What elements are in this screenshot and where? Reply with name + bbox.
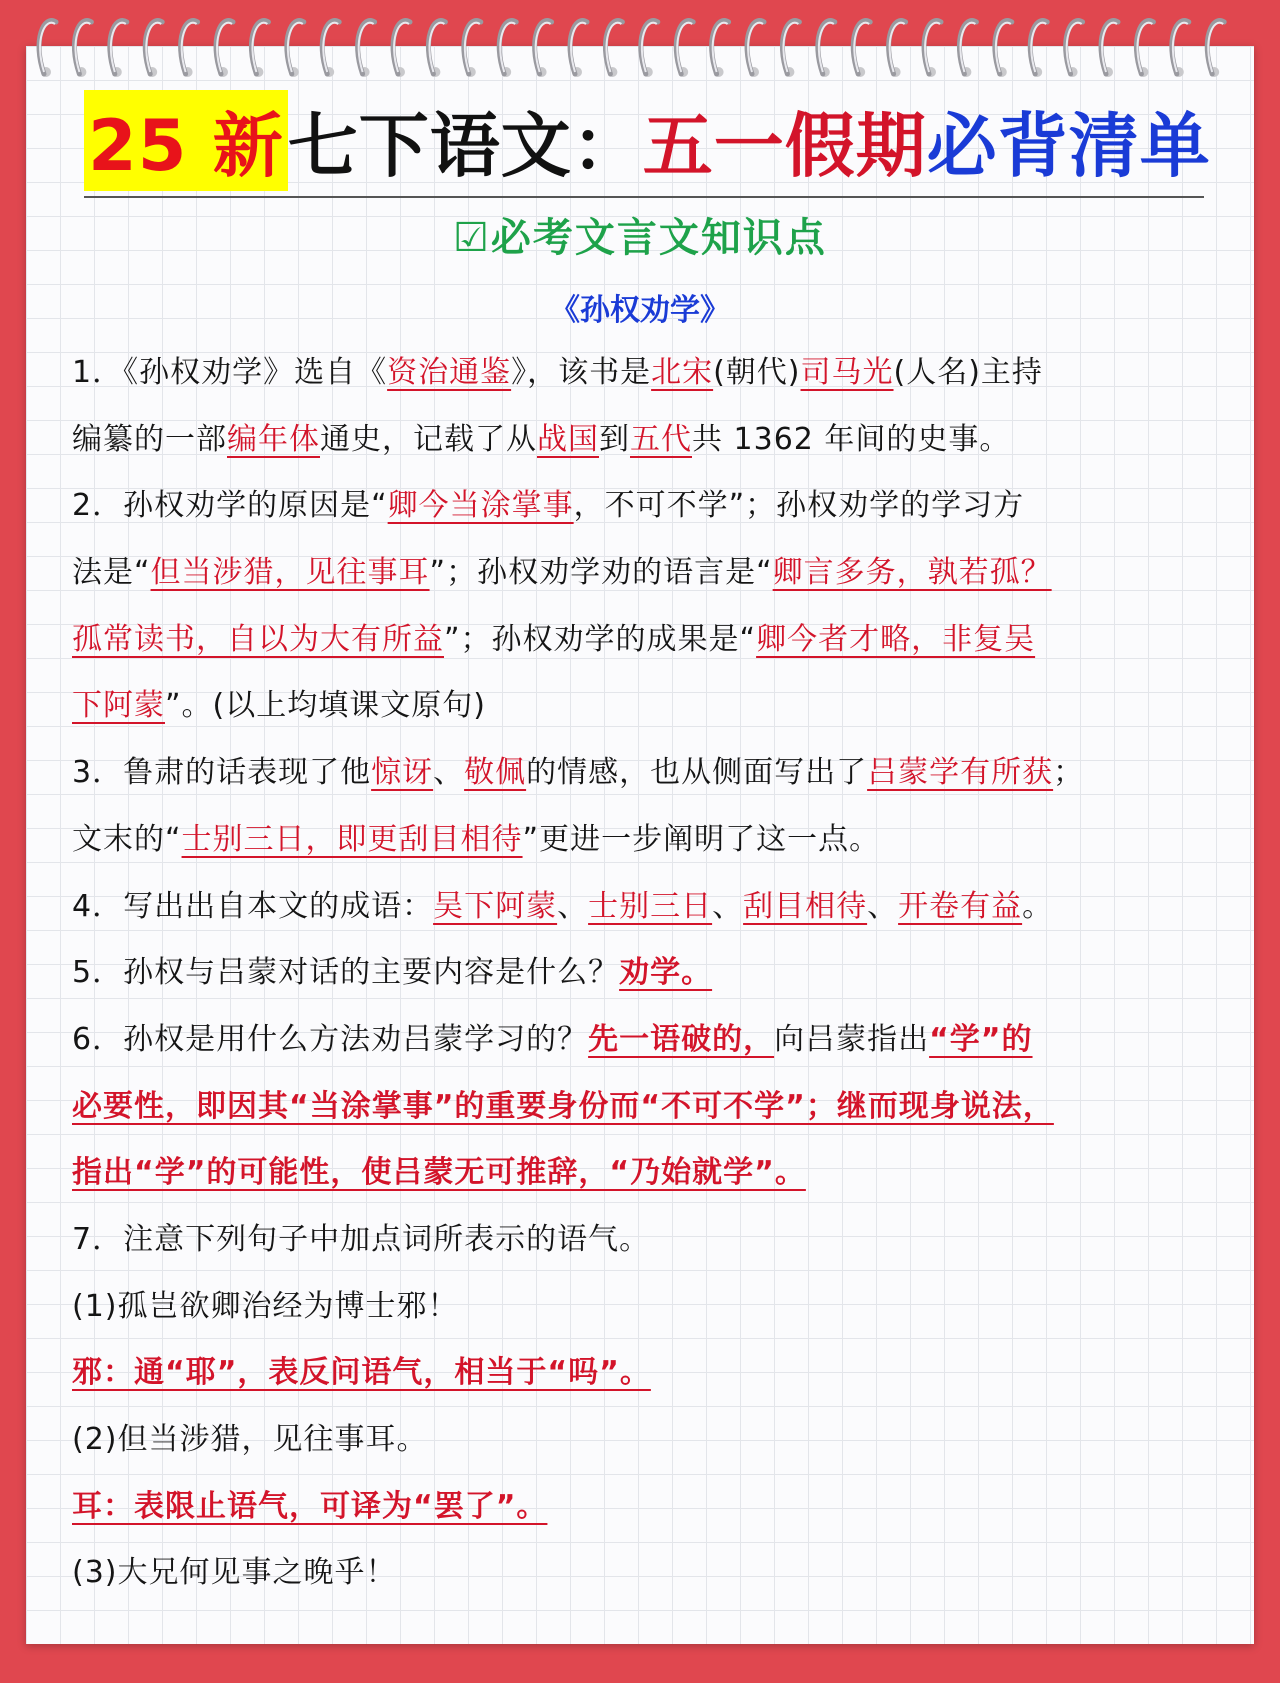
title-subject: 七下语文： [287, 104, 643, 187]
text-line [72, 1007, 1212, 1074]
question-text: 3．鲁肃的话表现了他 [72, 755, 372, 791]
text-line [72, 1474, 1212, 1541]
binding-ring-icon [464, 21, 481, 77]
text-line [72, 1540, 1212, 1607]
answer-text: 战国 [537, 421, 599, 457]
binding-ring-icon [712, 21, 729, 77]
answer-text: 吴下阿蒙 [433, 888, 558, 924]
binding-ring-icon [181, 21, 198, 77]
question-text: 5．孙权与吕蒙对话的主要内容是什么？ [72, 955, 620, 991]
answer-text: 惊讶 [371, 755, 434, 791]
question-text: 1．《孙权劝学》选自《 [72, 355, 388, 390]
answer-text: 但当涉猎，见往事耳 [150, 555, 430, 591]
question-text: ”；孙权劝学劝的语言是“ [429, 555, 773, 591]
binding-ring-icon [1136, 21, 1153, 77]
title-year-highlight: 25 新 [84, 90, 288, 191]
answer-text: 邪：通“耶”，表反问语气，相当于“吗”。 [72, 1355, 651, 1391]
binding-ring-icon [535, 21, 552, 77]
question-text: 通史，记载了从 [320, 421, 537, 457]
question-text: 7．注意下列句子中加点词所表示的语气。 [72, 1221, 651, 1257]
text-line [72, 1340, 1212, 1407]
question-text: ”更进一步阐明了这一点。 [522, 821, 881, 857]
question-text: 4．写出出自本文的成语： [72, 888, 434, 924]
binding-ring-icon [145, 21, 162, 77]
binding-ring-icon [570, 21, 587, 77]
question-text: ； [1053, 755, 1085, 791]
binding-ring-icon [428, 21, 445, 77]
binding-ring-icon [641, 21, 658, 77]
answer-text: 必要性，即因其“当涂掌事”的重要身份而“不可不学”；继而现身说法， [72, 1088, 1054, 1124]
text-line [72, 874, 1212, 941]
question-text: 、 [557, 888, 589, 924]
question-text: 法是“ [72, 555, 151, 591]
title-checklist: 必背清单 [926, 104, 1211, 187]
lesson-title: 《孙权劝学》 [550, 293, 730, 328]
binding-ring-icon [1101, 21, 1118, 77]
answer-text: 司马光 [800, 355, 894, 390]
answer-text: 刮目相待 [743, 888, 868, 924]
binding-ring-icon [74, 21, 91, 77]
answer-text: 卿言多务，孰若孤？ [772, 555, 1052, 591]
question-text: 2．孙权劝学的原因是“ [72, 488, 388, 524]
answer-text: 先一语破的， [588, 1021, 775, 1057]
binding-ring-icon [853, 21, 870, 77]
question-text: (1)孤岂欲卿治经为博士邪！ [72, 1288, 459, 1324]
answer-text: 卿今者才略，非复吴 [756, 621, 1036, 657]
question-text: (2)但当涉猎，见往事耳。 [72, 1422, 428, 1457]
question-text: 、 [867, 888, 899, 924]
binding-ring-icon [1207, 21, 1224, 77]
answer-text: 下阿蒙 [72, 688, 165, 724]
binding-ring-icon [747, 21, 764, 77]
text-line [72, 1407, 1212, 1474]
answer-text: 编年体 [227, 421, 320, 457]
answer-text: 吕蒙学有所获 [867, 755, 1054, 791]
binding-ring-icon [959, 21, 976, 77]
binding-ring-icon [1172, 21, 1189, 77]
answer-text: 敬佩 [464, 755, 527, 791]
title-divider [84, 196, 1204, 198]
binding-ring-icon [499, 21, 516, 77]
answer-text: “学”的 [929, 1021, 1033, 1057]
binding-ring-icon [605, 21, 622, 77]
question-text: (3)大兄何见事之晚乎！ [72, 1555, 397, 1591]
question-text: (人名)主持 [893, 355, 1043, 390]
binding-ring-icon [782, 21, 799, 77]
question-text: 文末的“ [72, 821, 182, 857]
text-line [72, 607, 1212, 674]
answer-text: 孤常读书，自以为大有所益 [72, 621, 444, 657]
answer-text: 北宋 [651, 355, 714, 390]
answer-text: 五代 [630, 421, 692, 457]
answer-text: 士别三日，即更刮目相待 [181, 821, 523, 857]
text-line [72, 540, 1212, 607]
binding-ring-icon [110, 21, 127, 77]
knowledge-points [72, 340, 1212, 1607]
question-text: 、 [712, 888, 744, 924]
question-text: 编纂的一部 [72, 421, 227, 457]
binding-ring-icon [358, 21, 375, 77]
binding-ring-icon [818, 21, 835, 77]
answer-text: 卿今当涂掌事 [387, 488, 574, 524]
question-text: 6．孙权是用什么方法劝吕蒙学习的？ [72, 1021, 589, 1057]
question-text: 到 [599, 421, 630, 457]
title-holiday: 五一假期 [642, 104, 927, 187]
question-text: 》，该书是 [511, 355, 652, 390]
question-text: ”。(以上均填课文原句) [165, 688, 486, 724]
question-text: ，不可不学”；孙权劝学的学习方 [573, 488, 1025, 524]
text-line [72, 407, 1212, 474]
text-line [72, 473, 1212, 540]
text-line [72, 1207, 1212, 1274]
binding-ring-icon [287, 21, 304, 77]
binding-ring-icon [995, 21, 1012, 77]
page-title [84, 82, 1211, 198]
text-line [72, 1274, 1212, 1341]
answer-text: 耳：表限止语气，可译为“罢了”。 [72, 1488, 548, 1524]
question-text: 共 1362 年间的史事。 [692, 421, 1011, 457]
binding-ring-icon [322, 21, 339, 77]
answer-text: 资治通鉴 [387, 355, 512, 390]
binding-ring-icon [1066, 21, 1083, 77]
text-line [72, 673, 1212, 740]
question-text: 、 [433, 755, 465, 791]
question-text: 的情感，也从侧面写出了 [526, 755, 868, 791]
binding-ring-icon [924, 21, 941, 77]
binding-ring-icon [39, 21, 56, 77]
text-line [72, 340, 1212, 407]
question-text: 。 [1022, 888, 1054, 924]
answer-text: 士别三日 [588, 888, 713, 924]
section-subtitle: ☑必考文言文知识点 [453, 215, 827, 261]
text-line [72, 940, 1212, 1007]
answer-text: 开卷有益 [898, 888, 1023, 924]
text-line [72, 1140, 1212, 1207]
question-text: 向吕蒙指出 [774, 1021, 930, 1057]
answer-text: 劝学。 [619, 955, 713, 991]
binding-ring-icon [889, 21, 906, 77]
binding-ring-icon [676, 21, 693, 77]
binding-ring-icon [251, 21, 268, 77]
text-line [72, 740, 1212, 807]
binding-ring-icon [393, 21, 410, 77]
text-line [72, 1074, 1212, 1141]
binding-ring-icon [216, 21, 233, 77]
question-text: ”；孙权劝学的成果是“ [444, 621, 757, 657]
answer-text: 指出“学”的可能性，使吕蒙无可推辞，“乃始就学”。 [72, 1155, 806, 1191]
text-line [72, 807, 1212, 874]
binding-ring-icon [1030, 21, 1047, 77]
question-text: (朝代) [713, 355, 801, 390]
